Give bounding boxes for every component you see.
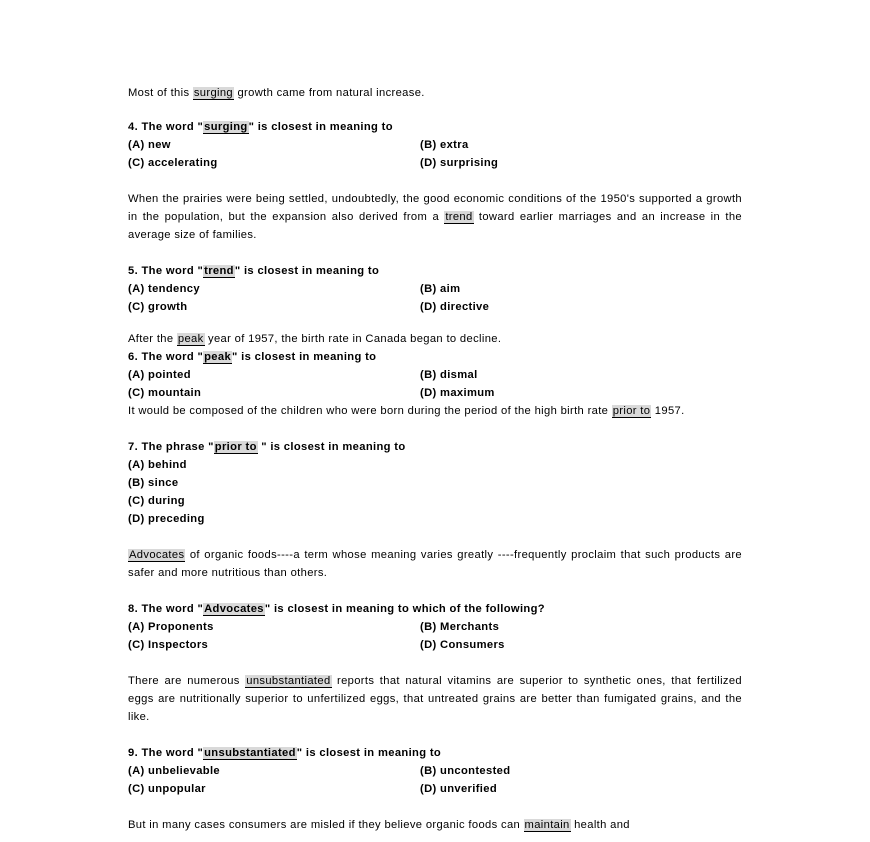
passage-text-post: 1957. xyxy=(651,405,685,417)
spacer xyxy=(128,420,742,438)
passage-text-pre: Most of this xyxy=(128,87,193,99)
question-5 xyxy=(128,262,742,316)
document-content xyxy=(128,84,742,834)
question-stem-post: " is closest in meaning to which of the following? xyxy=(264,603,545,615)
passage-prior-to xyxy=(128,402,742,420)
question-4 xyxy=(128,118,742,172)
question-stem-post: " is closest in meaning to xyxy=(257,441,406,453)
spacer xyxy=(128,244,742,262)
option-d[interactable]: (D) surprising xyxy=(420,157,499,169)
question-9-option-row-1 xyxy=(128,762,742,780)
spacer xyxy=(128,172,742,190)
option-d[interactable]: (D) maximum xyxy=(420,387,495,399)
highlighted-term-surging: surging xyxy=(204,121,248,133)
highlighted-term-surging: surging xyxy=(193,87,234,99)
question-8-option-row-1 xyxy=(128,618,742,636)
question-stem-pre: 9. The word " xyxy=(128,747,204,759)
highlighted-term-prior-to: prior to xyxy=(612,405,651,417)
highlighted-term-trend: trend xyxy=(204,265,234,277)
passage-text-post: health and xyxy=(570,819,630,831)
highlighted-term-unsubstantiated: unsubstantiated xyxy=(204,747,296,759)
option-a[interactable]: (A) tendency xyxy=(128,283,200,295)
passage-text-pre: It would be composed of the children who were born during the period of the high birth rate xyxy=(128,405,612,417)
option-a[interactable]: (A) unbelievable xyxy=(128,765,221,777)
passage-text-post: toward earlier marriages and an increase in the average size of families. xyxy=(128,211,742,241)
spacer xyxy=(128,316,742,330)
question-7-stem xyxy=(128,438,742,456)
option-c[interactable]: (C) growth xyxy=(128,301,188,313)
question-5-stem xyxy=(128,262,742,280)
passage-text-pre: After the xyxy=(128,333,177,345)
question-6-stem xyxy=(128,348,742,366)
option-c[interactable]: (C) during xyxy=(128,495,185,507)
question-4-option-row-2 xyxy=(128,154,742,172)
question-8 xyxy=(128,600,742,654)
question-8-option-row-2 xyxy=(128,636,742,654)
question-stem-pre: 7. The phrase " xyxy=(128,441,214,453)
highlighted-term-unsubstantiated: unsubstantiated xyxy=(246,675,331,687)
highlighted-term-trend: trend xyxy=(445,211,473,223)
highlighted-term-advocates: Advocates xyxy=(204,603,264,615)
question-7 xyxy=(128,438,742,528)
passage-trend xyxy=(128,190,742,244)
option-c[interactable]: (C) unpopular xyxy=(128,783,206,795)
passage-peak xyxy=(128,330,742,348)
highlighted-term-peak: peak xyxy=(177,333,204,345)
question-stem-post: " is closest in meaning to xyxy=(296,747,442,759)
question-stem-pre: 4. The word " xyxy=(128,121,204,133)
option-b[interactable]: (B) aim xyxy=(420,283,461,295)
spacer xyxy=(128,798,742,816)
question-stem-pre: 8. The word " xyxy=(128,603,204,615)
highlighted-term-advocates: Advocates xyxy=(129,549,185,561)
option-d[interactable]: (D) unverified xyxy=(420,783,498,795)
option-b[interactable]: (B) Merchants xyxy=(420,621,500,633)
option-c[interactable]: (C) accelerating xyxy=(128,157,218,169)
option-d[interactable]: (D) Consumers xyxy=(420,639,505,651)
passage-text-pre: But in many cases consumers are misled if they believe organic foods can xyxy=(128,819,524,831)
option-a[interactable]: (A) behind xyxy=(128,459,187,471)
question-6 xyxy=(128,348,742,402)
question-8-stem xyxy=(128,600,742,618)
question-5-option-row-1 xyxy=(128,280,742,298)
spacer xyxy=(128,528,742,546)
option-d[interactable]: (D) directive xyxy=(420,301,490,313)
passage-text-pre: When the prairies were being settled, undoubtedly, the good economic conditions of the 1950's supported a growth in the population, but the expansion also derived from a xyxy=(128,193,742,223)
passage-text-post: growth came from natural increase. xyxy=(234,87,425,99)
option-b[interactable]: (B) since xyxy=(128,477,179,489)
passage-text-pre: There are numerous xyxy=(128,675,246,687)
question-stem-post: " is closest in meaning to xyxy=(248,121,393,133)
option-a[interactable]: (A) new xyxy=(128,139,171,151)
passage-text-post: reports that natural vitamins are superior to synthetic ones, that fertilized eggs are nutritionally superior to unfertilized eggs, that untreated grains are better than fumigated grains, and the like. xyxy=(128,675,742,723)
question-6-option-row-1 xyxy=(128,366,742,384)
question-stem-pre: 5. The word " xyxy=(128,265,204,277)
question-9 xyxy=(128,744,742,798)
question-9-stem xyxy=(128,744,742,762)
option-c[interactable]: (C) Inspectors xyxy=(128,639,209,651)
passage-text-post: year of 1957, the birth rate in Canada began to decline. xyxy=(204,333,502,345)
question-stem-post: " is closest in meaning to xyxy=(232,351,377,363)
option-a[interactable]: (A) Proponents xyxy=(128,621,214,633)
option-c[interactable]: (C) mountain xyxy=(128,387,202,399)
passage-text-post: of organic foods----a term whose meaning varies greatly ----frequently proclaim that such products are safer and more nutritious than others. xyxy=(128,549,742,579)
option-d[interactable]: (D) preceding xyxy=(128,513,205,525)
option-a[interactable]: (A) pointed xyxy=(128,369,191,381)
question-4-option-row-1 xyxy=(128,136,742,154)
highlighted-term-maintain: maintain xyxy=(524,819,570,831)
option-b[interactable]: (B) dismal xyxy=(420,369,478,381)
spacer xyxy=(128,726,742,744)
option-b[interactable]: (B) uncontested xyxy=(420,765,511,777)
question-6-option-row-2 xyxy=(128,384,742,402)
highlighted-term-prior-to: prior to xyxy=(214,441,257,453)
question-stem-post: " is closest in meaning to xyxy=(234,265,380,277)
question-stem-pre: 6. The word " xyxy=(128,351,204,363)
passage-advocates xyxy=(128,546,742,582)
spacer xyxy=(128,654,742,672)
highlighted-term-peak: peak xyxy=(204,351,232,363)
question-5-option-row-2 xyxy=(128,298,742,316)
question-4-stem xyxy=(128,118,742,136)
question-9-option-row-2 xyxy=(128,780,742,798)
spacer xyxy=(128,582,742,600)
option-b[interactable]: (B) extra xyxy=(420,139,469,151)
passage-surging xyxy=(128,84,742,102)
passage-maintain xyxy=(128,816,742,834)
passage-unsubstantiated xyxy=(128,672,742,726)
